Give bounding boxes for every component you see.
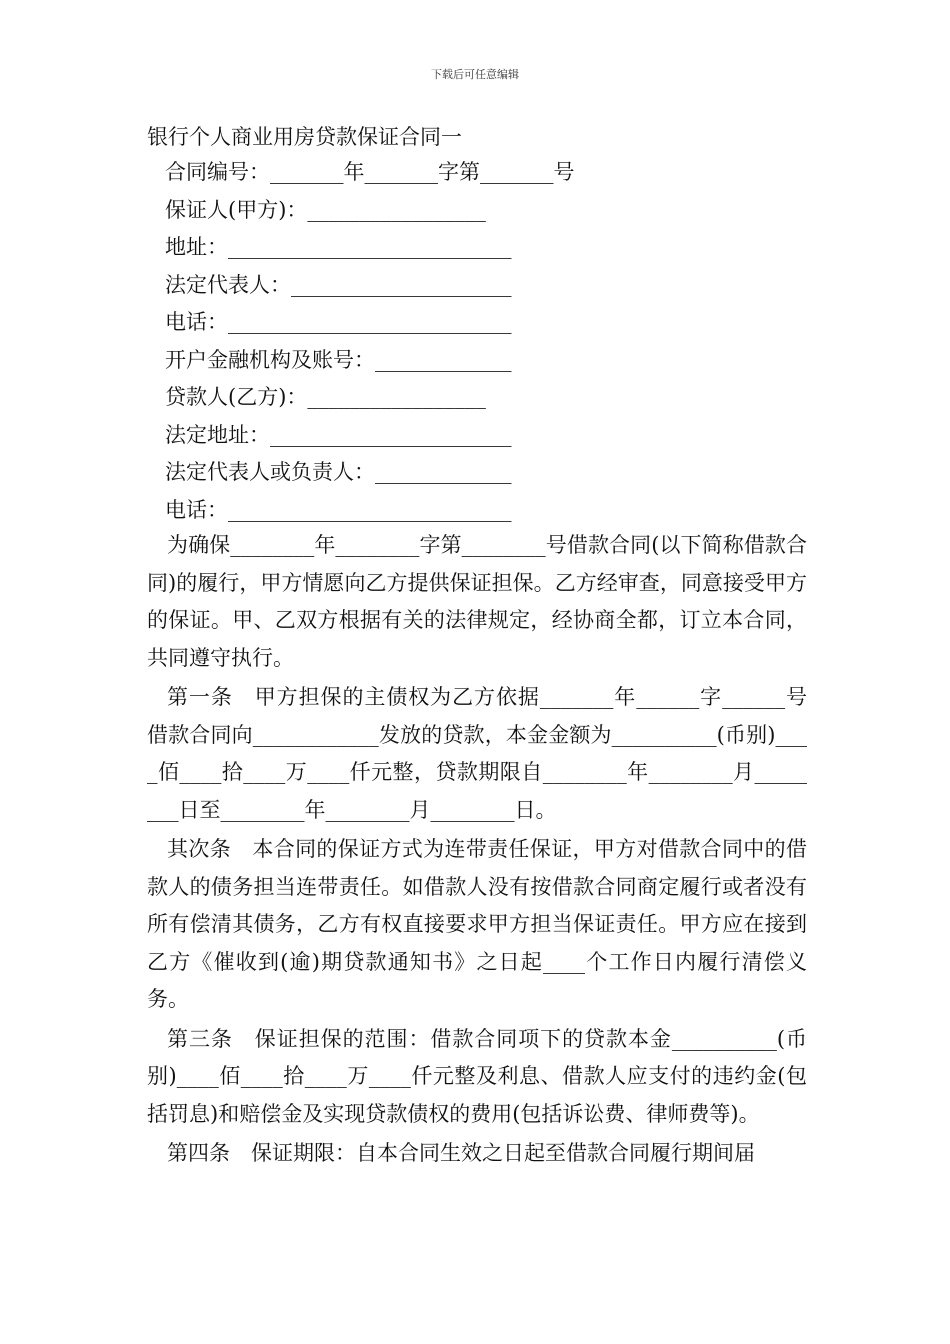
- field-guarantor-phone: 电话：___________________________: [165, 310, 512, 334]
- field-lender-phone: 电话：___________________________: [165, 497, 512, 522]
- contract-body: [147, 527, 807, 1175]
- document-title: 银行个人商业用房贷款保证合同一: [147, 125, 462, 149]
- field-contract-number: 合同编号：_______年_______字第_______号: [165, 160, 575, 184]
- paragraph-article-2: 其次条 本合同的保证方式为连带责任保证，甲方对借款合同中的借款人的债务担当连带责任。如借款人没有按借款合同商定履行或者没有所有偿清其债务，乙方有权直接要求甲方担当保证责任。甲方应在接到乙方《催收到(逾)期贷款通知书》之日起____个工作日内履行清偿义务。: [147, 837, 807, 1011]
- party-info-fields: [147, 157, 827, 532]
- paragraph-article-3: 第三条 保证担保的范围：借款合同项下的贷款本金__________(币别)____佰____拾____万____仟元整及利息、借款人应支付的违约金(包括罚息)和赔偿金及实现贷款债权的费用(包括诉讼费、律师费等)。: [147, 1026, 807, 1126]
- field-lender-address: 法定地址：_______________________: [165, 422, 512, 447]
- paragraph-article-4: 第四条 保证期限：自本合同生效之日起至借款合同履行期间届: [167, 1141, 755, 1165]
- paragraph-preamble: 为确保________年________字第________号借款合同(以下简称借款合同)的履行，甲方情愿向乙方提供保证担保。乙方经审查，同意接受甲方的保证。甲、乙双方根据有关的法律规定，经协商全都，订立本合同，共同遵守执行。: [147, 533, 807, 670]
- field-lender: 贷款人(乙方)：_________________: [165, 385, 486, 409]
- paragraph-article-1: 第一条 甲方担保的主债权为乙方依据_______年______字______号借款合同向____________发放的贷款，本金金额为__________(币别)____佰____拾____万____仟元整，贷款期限自________年________月________日至________年________月________日。: [147, 685, 807, 822]
- field-lender-legal-rep: 法定代表人或负责人：_____________: [165, 460, 512, 484]
- field-bank-account: 开户金融机构及账号：_____________: [165, 347, 512, 372]
- field-guarantor: 保证人(甲方)：_________________: [165, 197, 486, 222]
- field-guarantor-address: 地址：___________________________: [165, 235, 512, 259]
- field-guarantor-legal-rep: 法定代表人：_____________________: [165, 272, 512, 297]
- page-header: 下载后可任意编辑: [431, 68, 519, 81]
